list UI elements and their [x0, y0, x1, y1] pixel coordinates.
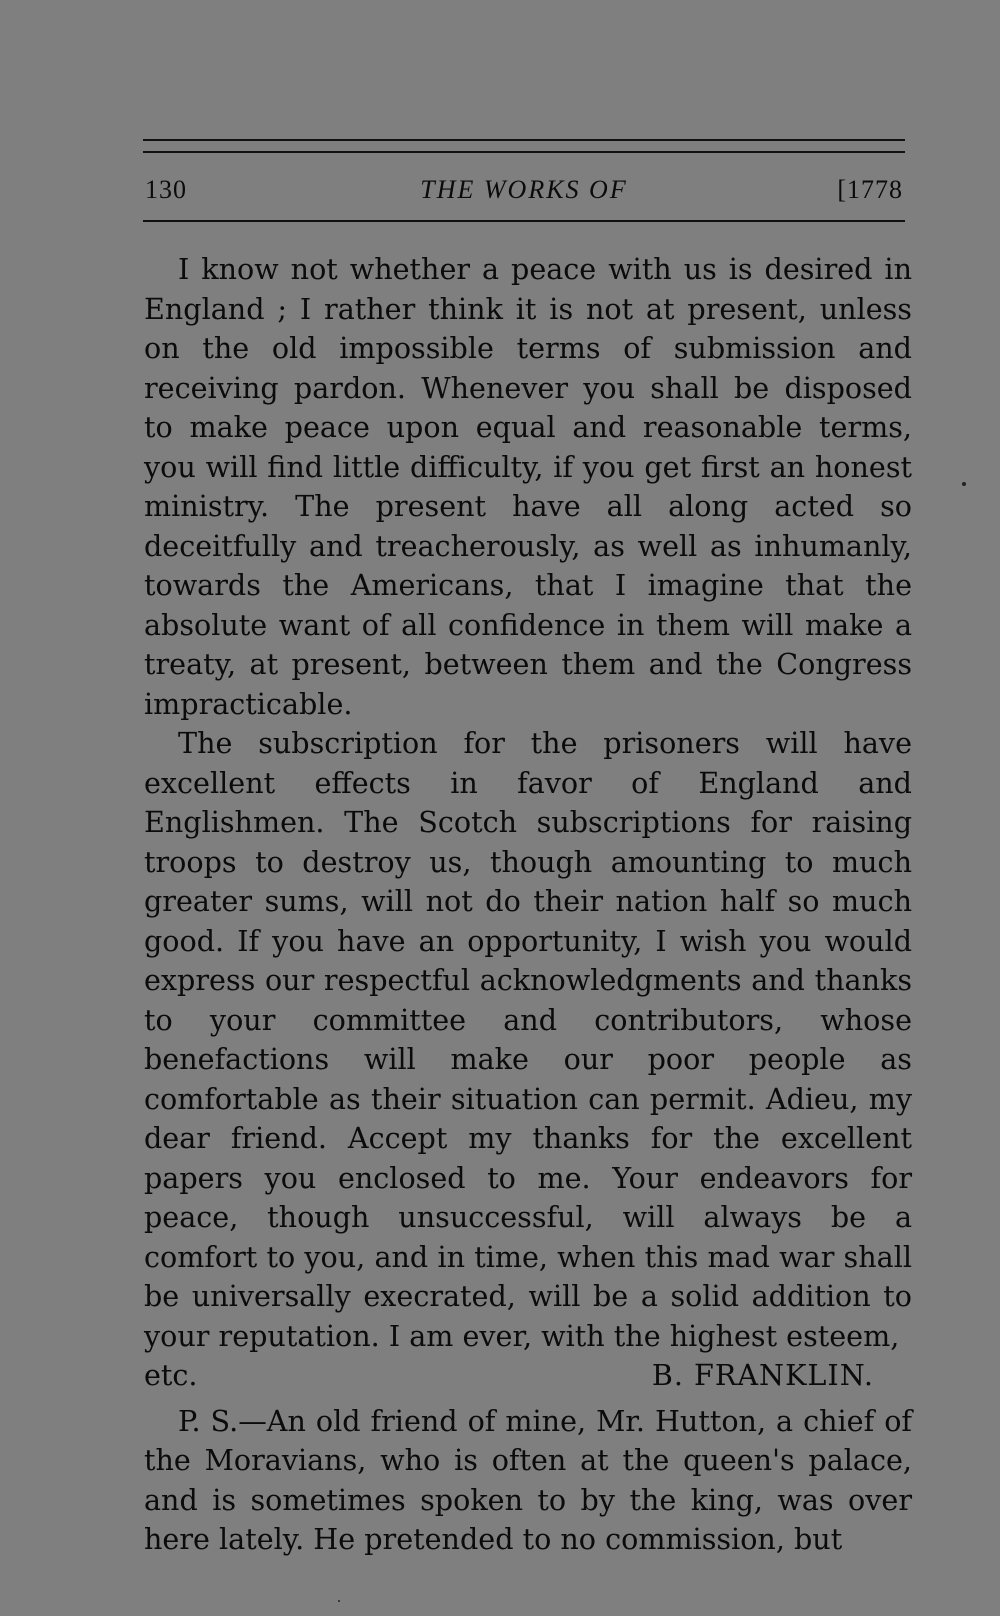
signature-surname: RANKLIN.	[714, 1358, 874, 1392]
page-number: 130	[145, 175, 187, 204]
top-rule	[143, 139, 905, 141]
paragraph: The subscription for the prisoners will have excellent effects in favor of England and Englishmen. The Scotch subscriptions for raising troops to destroy us, though amounting to much greater sums, will not do their nation half so much good. If you have an opportunity, I wish you would express our respectful acknowledgments and thanks to your committee and contributors, whose benefactions will make our poor people as comfortable as their situation can permit. Adieu, my dear friend. Accept my thanks for the excellent papers you enclosed to me. Your endeavors for peace, though unsuccessful, will always be a comfort to you, and in time, when this mad war shall be universally execrated, will be a solid addition to your reputation. I am ever, with the highest esteem,	[144, 726, 912, 1353]
header-rule	[143, 220, 905, 222]
scan-speck	[338, 1600, 340, 1602]
paragraph: I know not whether a peace with us is desired in England ; I rather think it is not at present, unless on the old impossible terms of submission and receiving pardon. Whenever you shall be disposed to make peace upon equal and reasonable terms, you will find little difficulty, if you get first an honest ministry. The present have all along acted so deceitfully and treacherously, as well as inhumanly, towards the Americans, that I imagine that the absolute want of all confidence in them will make a treaty, at present, between them and the Congress impracticable.	[144, 252, 912, 721]
postscript: P. S.—An old friend of mine, Mr. Hutton, a chief of the Moravians, who is often at the queen's palace, and is sometimes spoken to by the king, was over here lately. He pretended to no commission, but	[144, 1403, 912, 1556]
valediction: etc.	[144, 1358, 198, 1392]
scan-speck	[962, 482, 966, 486]
page-body	[144, 250, 912, 1560]
running-header	[143, 173, 905, 207]
top-rule-secondary	[143, 151, 905, 153]
running-title: THE WORKS OF	[420, 175, 628, 204]
letter-closing	[144, 1356, 912, 1396]
signature	[652, 1356, 874, 1396]
running-year: [1778	[837, 175, 903, 204]
signature-initial: B. F	[651, 1358, 715, 1392]
